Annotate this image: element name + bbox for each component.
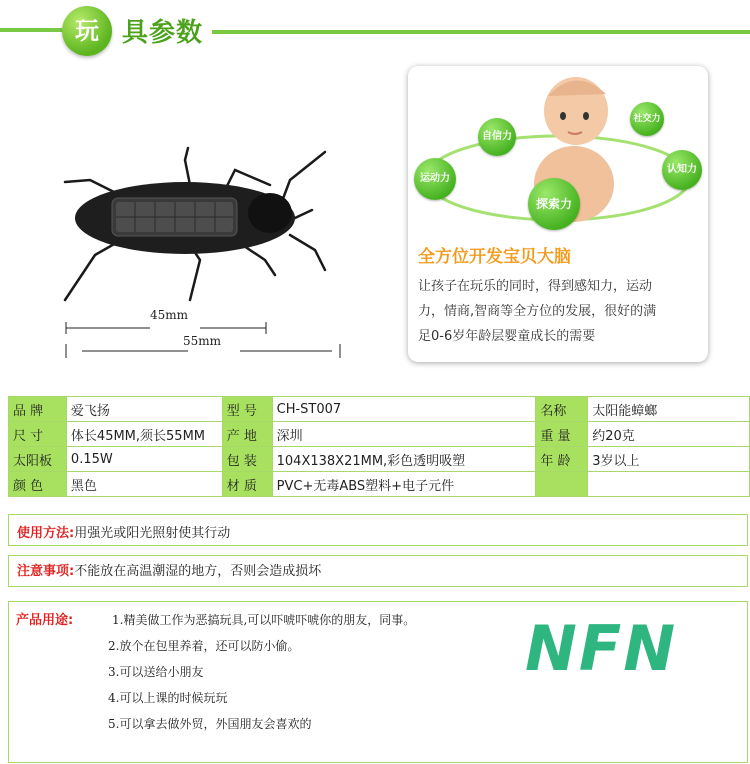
spec-value: PVC+无毒ABS塑料+电子元件 <box>272 472 536 497</box>
purpose-item: 4.可以上课的时候玩玩 <box>108 691 228 705</box>
promo-description <box>418 274 700 349</box>
spec-key: 重 量 <box>536 422 588 447</box>
purpose-label: 产品用途: <box>16 613 74 628</box>
caution-box <box>8 555 748 587</box>
header-rule-left <box>0 28 62 32</box>
purpose-item: 2.放个在包里养着，还可以防小偷。 <box>108 639 300 653</box>
table-row <box>9 447 750 472</box>
spec-value <box>588 472 750 497</box>
promo-line: 足0-6岁年龄层婴童成长的需要 <box>418 329 596 344</box>
bubble-confidence: 自信力 <box>478 118 516 156</box>
header-rule-right <box>212 30 750 34</box>
spec-value: 0.15W <box>66 447 222 472</box>
spec-value: CH-ST007 <box>272 397 536 422</box>
spec-key: 产 地 <box>222 422 272 447</box>
caution-text: 不能放在高温潮湿的地方，否则会造成损坏 <box>74 564 322 579</box>
usage-text: 用强光或阳光照射使其行动 <box>74 526 231 541</box>
promo-line: 力，情商,智商等全方位的发展，很好的满 <box>418 304 657 319</box>
purpose-item: 3.可以送给小朋友 <box>108 665 204 679</box>
spec-value: 体长45MM,须长55MM <box>66 422 222 447</box>
dimension-label-body: 45mm <box>150 308 189 322</box>
spec-key: 颜 色 <box>9 472 67 497</box>
usage-box <box>8 514 748 546</box>
spec-value: 太阳能蟑螂 <box>588 397 750 422</box>
table-row <box>9 422 750 447</box>
spec-value: 爱飞扬 <box>66 397 222 422</box>
spec-value: 104X138X21MM,彩色透明吸塑 <box>272 447 536 472</box>
caution-label: 注意事项: <box>17 564 75 579</box>
spec-key: 尺 寸 <box>9 422 67 447</box>
spec-value: 黑色 <box>66 472 222 497</box>
spec-key <box>536 472 588 497</box>
spec-value: 约20克 <box>588 422 750 447</box>
section-title: 具参数 <box>122 18 204 48</box>
promo-line: 让孩子在玩乐的同时，得到感知力，运动 <box>418 279 653 294</box>
purpose-item: 1.精美做工作为恶搞玩具,可以吓唬吓唬你的朋友，同事。 <box>112 613 416 627</box>
spec-value: 3岁以上 <box>588 447 750 472</box>
dimension-label-overall: 55mm <box>183 334 222 348</box>
spec-value: 深圳 <box>272 422 536 447</box>
header-badge: 玩 <box>62 6 112 56</box>
table-row <box>9 397 750 422</box>
nfn-watermark: NFN <box>525 612 678 685</box>
bubble-cognition: 认知力 <box>662 150 702 190</box>
bubble-motor: 运动力 <box>414 158 456 200</box>
promo-card <box>408 66 708 362</box>
spec-key: 名称 <box>536 397 588 422</box>
promo-title: 全方位开发宝贝大脑 <box>418 247 571 267</box>
caution-row <box>17 560 321 579</box>
spec-key: 太阳板 <box>9 447 67 472</box>
usage-label: 使用方法: <box>17 526 75 541</box>
spec-key: 年 龄 <box>536 447 588 472</box>
bubble-exploration: 探索力 <box>528 178 580 230</box>
spec-key: 包 装 <box>222 447 272 472</box>
purpose-item: 5.可以拿去做外贸，外国朋友会喜欢的 <box>108 717 312 731</box>
spec-key: 材 质 <box>222 472 272 497</box>
spec-key: 型 号 <box>222 397 272 422</box>
bubble-social: 社交力 <box>630 102 664 136</box>
table-row <box>9 472 750 497</box>
usage-row <box>17 522 230 541</box>
spec-key: 品 牌 <box>9 397 67 422</box>
spec-table <box>8 396 750 497</box>
